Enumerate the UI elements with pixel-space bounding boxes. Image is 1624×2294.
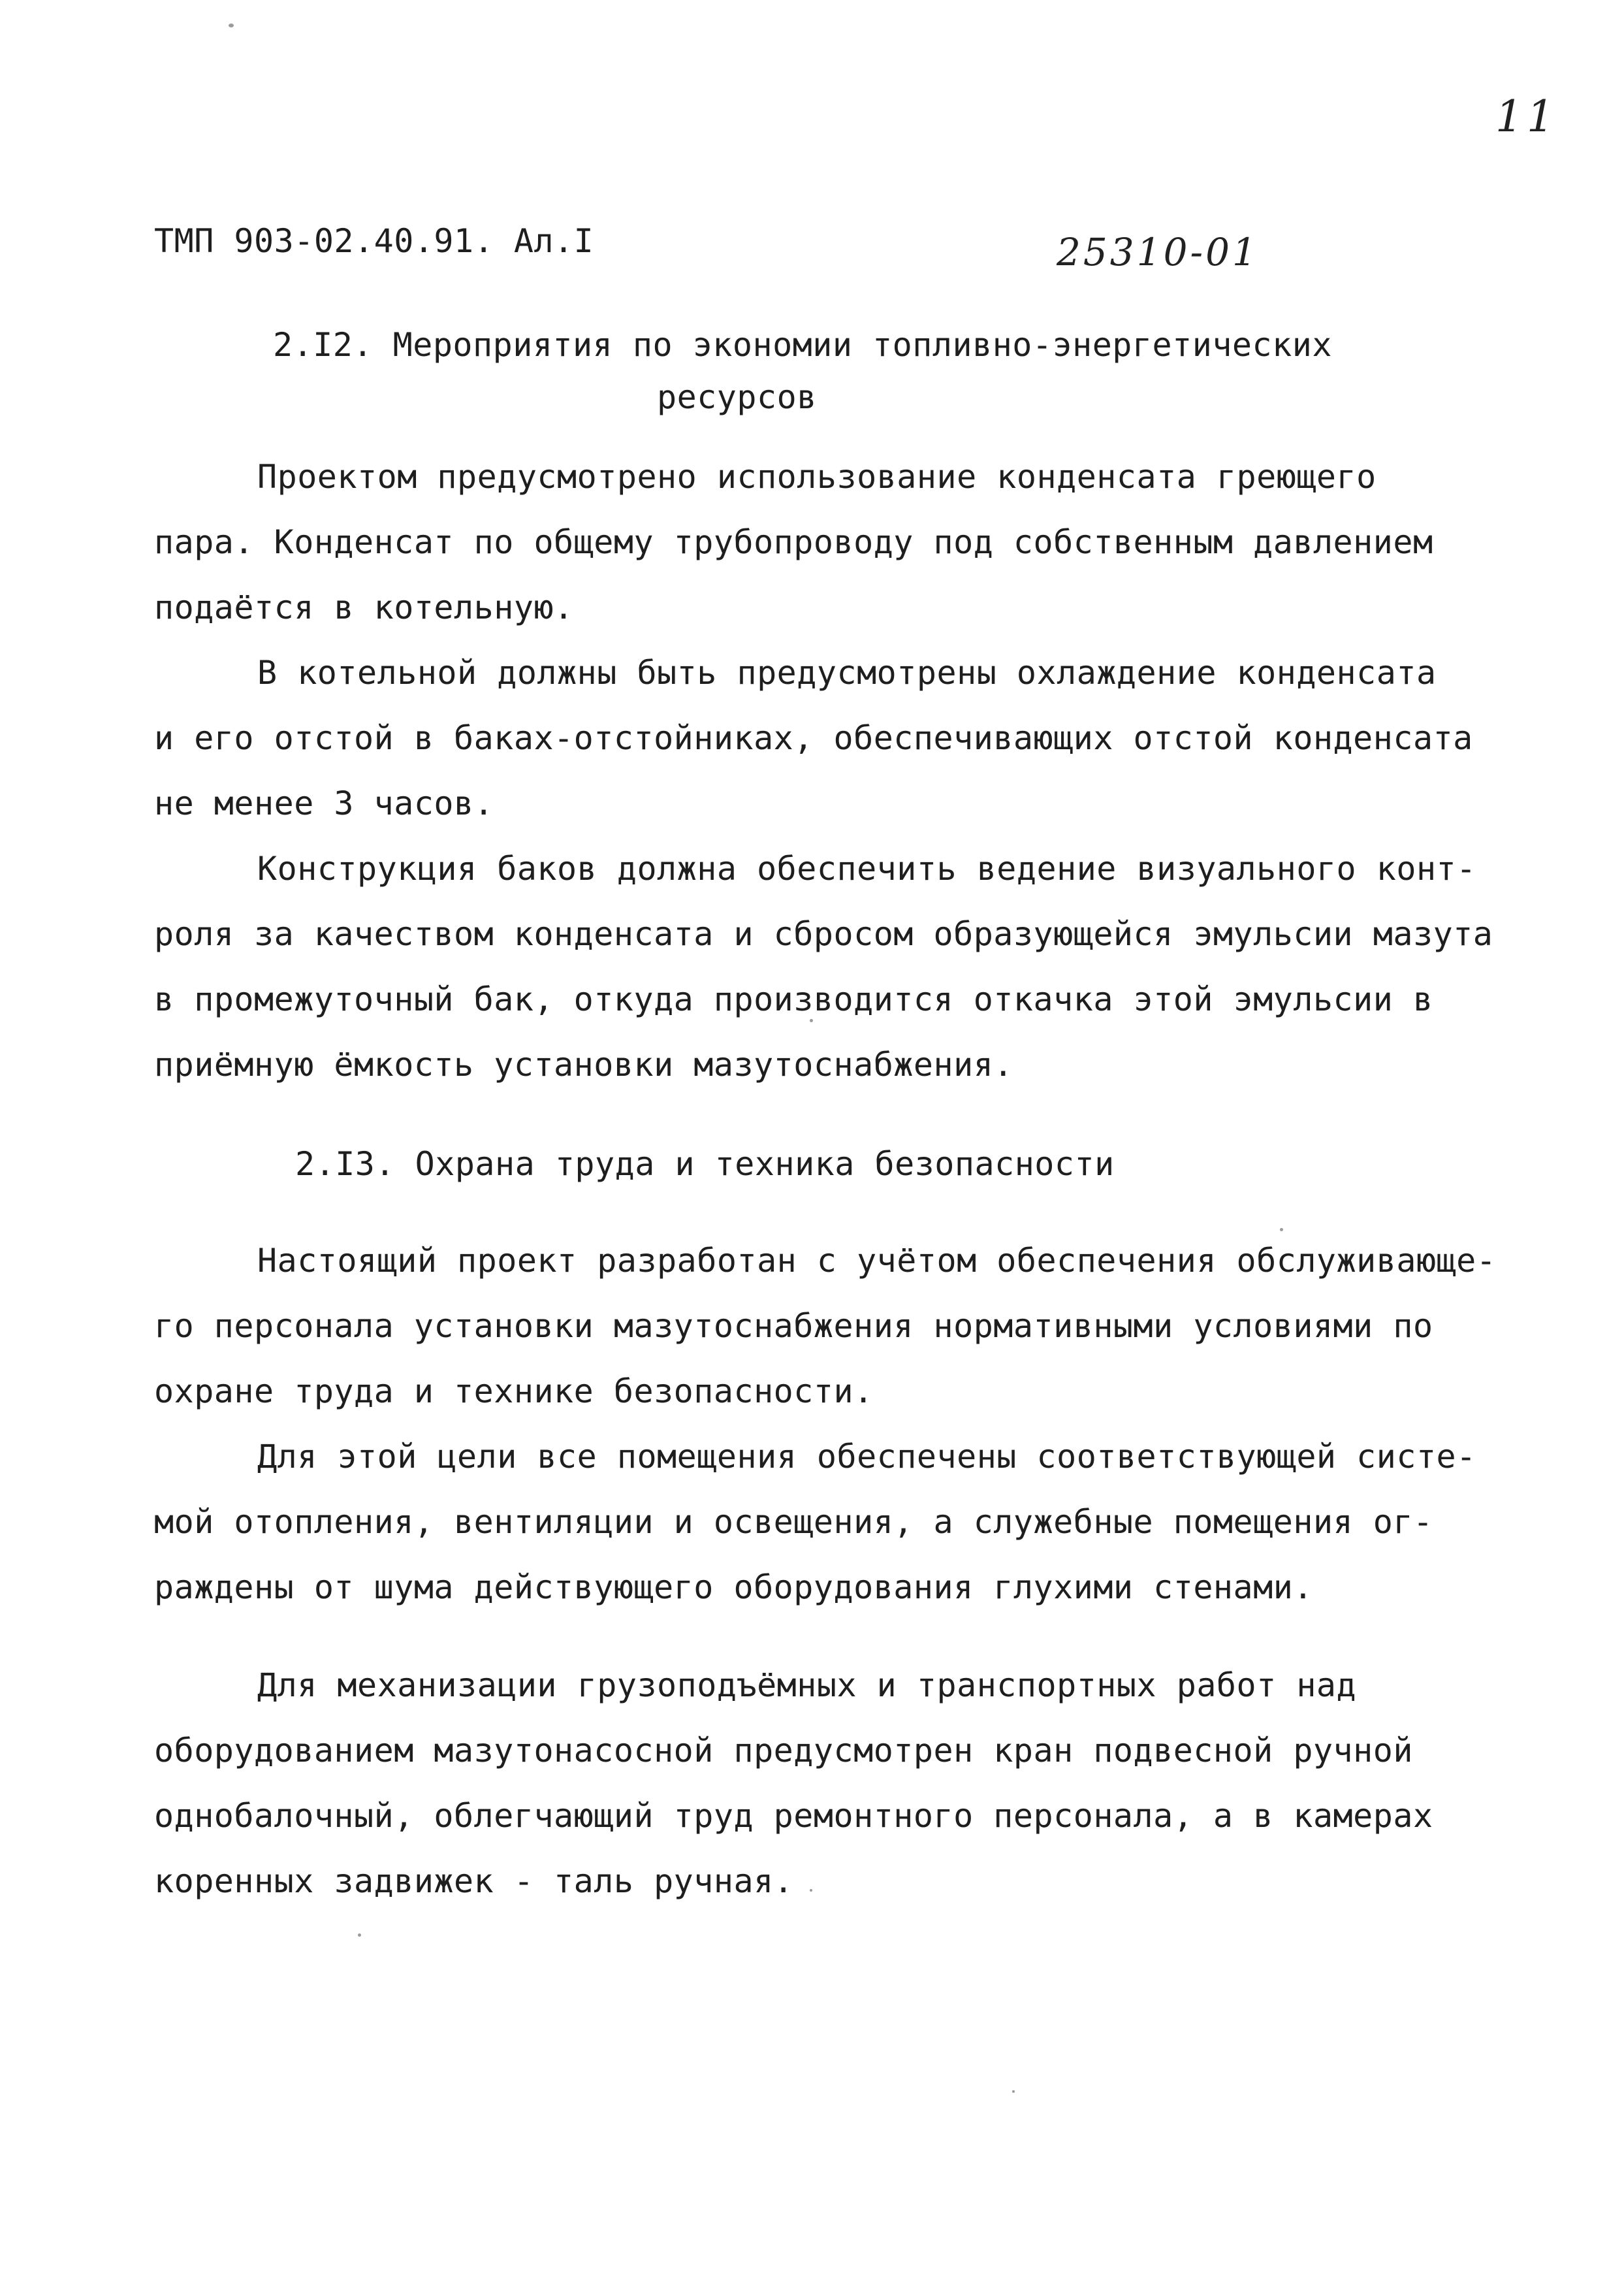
section-2-13-heading xyxy=(295,1138,1115,1190)
scan-speck xyxy=(1280,1228,1283,1231)
text-line: Для этой цели все помещения обеспечены соответствующей систе- xyxy=(257,1438,1476,1476)
text-line: го персонала установки мазутоснабжения нормативными условиями по xyxy=(154,1307,1433,1345)
section-2-13-paragraph-3 xyxy=(154,1653,1512,1914)
text-line: Настоящий проект разработан с учётом обеспечения обслуживающе- xyxy=(257,1242,1497,1280)
scan-speck xyxy=(810,1019,813,1022)
archive-number: 25310-01 xyxy=(1057,230,1259,274)
text-line: Проектом предусмотрено использование конденсата греющего xyxy=(257,458,1377,496)
text-line: однобалочный, облегчающий труд ремонтного персонала, а в камерах xyxy=(154,1797,1433,1835)
text-line: подаётся в котельную. xyxy=(154,589,574,626)
section-2-13-heading-text: 2.I3. Охрана труда и техника безопасности xyxy=(295,1145,1115,1183)
text-line: В котельной должны быть предусмотрены охлаждение конденсата xyxy=(257,654,1437,692)
text-line: мой отопления, вентиляции и освещения, а служебные помещения ог- xyxy=(154,1503,1433,1541)
scan-speck xyxy=(810,1889,812,1892)
text-line: охране труда и технике безопасности. xyxy=(154,1372,874,1410)
text-line: приёмную ёмкость установки мазутоснабжения. xyxy=(154,1046,1013,1084)
text-line: Конструкция баков должна обеспечить ведение визуального конт- xyxy=(257,850,1476,888)
section-2-12-heading-cont xyxy=(657,371,817,423)
section-2-13-paragraph-2 xyxy=(154,1424,1512,1620)
section-2-12-paragraph-2 xyxy=(154,640,1512,836)
scan-speck xyxy=(229,24,234,27)
text-line: роля за качеством конденсата и сбросом образующейся эмульсии мазута xyxy=(154,915,1493,953)
text-line: оборудованием мазутонасосной предусмотрен кран подвесной ручной xyxy=(154,1732,1413,1769)
scan-speck xyxy=(358,1933,361,1937)
text-line: и его отстой в баках-отстойниках, обеспечивающих отстой конденсата xyxy=(154,719,1473,757)
text-line: раждены от шума действующего оборудования глухими стенами. xyxy=(154,1568,1313,1606)
page-number: 11 xyxy=(1495,91,1558,142)
section-2-12-heading xyxy=(273,319,1332,371)
document-code: ТМП 903-02.40.91. Ал.I xyxy=(154,222,594,260)
text-line: коренных задвижек - таль ручная. xyxy=(154,1862,794,1900)
text-line: не менее 3 часов. xyxy=(154,784,494,822)
text-line: в промежуточный бак, откуда производится откачка этой эмульсии в xyxy=(154,980,1433,1018)
text-line: пара. Конденсат по общему трубопроводу под собственным давлением xyxy=(154,523,1433,561)
section-2-12-heading-line2: ресурсов xyxy=(657,378,817,416)
section-2-12-paragraph-1 xyxy=(154,444,1512,640)
scan-speck xyxy=(1012,2090,1015,2093)
section-2-13-paragraph-1 xyxy=(154,1228,1512,1424)
section-2-12-heading-line1: 2.I2. Мероприятия по экономии топливно-энергетических xyxy=(273,326,1332,364)
section-2-12-paragraph-3 xyxy=(154,836,1512,1097)
text-line: Для механизации грузоподъёмных и транспортных работ над xyxy=(257,1666,1357,1704)
